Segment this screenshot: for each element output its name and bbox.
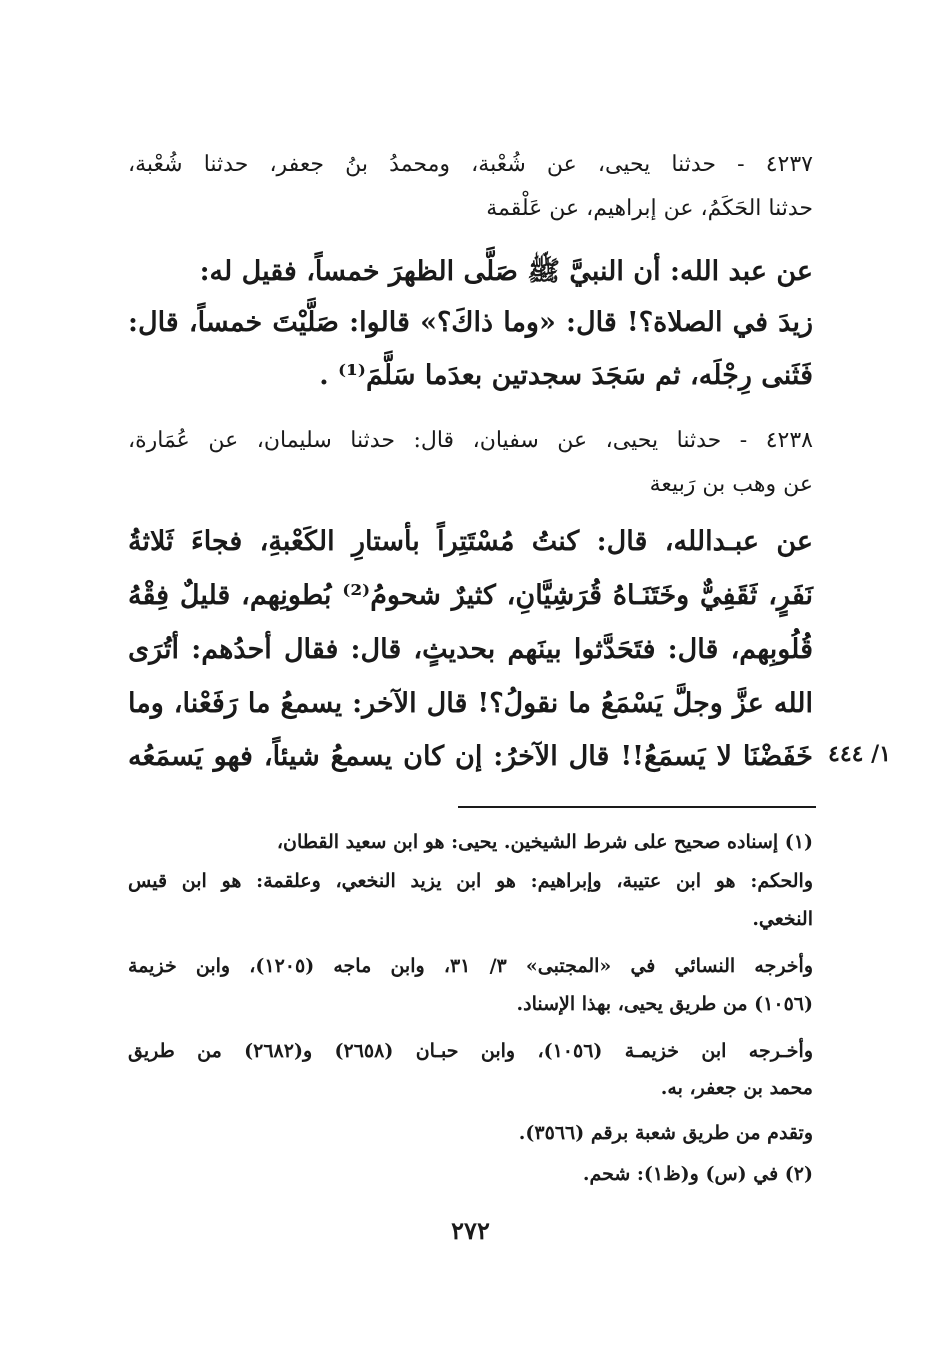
hadith-4237-isnad-line-1: ٤٢٣٧ - حدثنا يحيى، عن شُعْبة، ومحمدُ بنُ جعفر، حدثنا شُعْبة، — [128, 152, 813, 177]
margin-reference: ١/ ٤٤٤ — [828, 741, 891, 767]
footnote-separator — [458, 806, 816, 808]
footnote-line: (١) إسناده صحيح على شرط الشيخين. يحيى: هو ابن سعيد القطان، — [276, 831, 813, 853]
hadith-4237-matn-line-1: عن عبد الله: أن النبيَّ ﷺ صَلَّى الظهرَ خمساً، فقيل له: — [199, 256, 813, 287]
hadith-4238-isnad-line-1: ٤٢٣٨ - حدثنا يحيى، عن سفيان، قال: حدثنا سليمان، عن عُمَارة، — [128, 428, 813, 453]
hadith-4238-matn-line-3: قُلُوبِهم، قال: فتَحَدَّثوا بينَهم بحديثٍ، قال: فقال أحدُهم: أتُرَى — [128, 634, 813, 665]
hadith-4238-matn-line-4: الله عزَّ وجلَّ يَسْمَعُ ما نقولُ؟! قال الآخر: يسمعُ ما رَفَعْنا، وما — [128, 688, 813, 719]
footnote-line: (٢) في (س) و(ظ١): شحم. — [582, 1163, 813, 1185]
footnote-line: وتقدم من طريق شعبة برقم (٣٥٦٦). — [518, 1122, 813, 1144]
footnote-line: محمد بن جعفر، به. — [660, 1077, 813, 1099]
page-number: ٢٧٢ — [451, 1216, 490, 1245]
footnote-line: وأخـرجه ابن خزيمـة (١٠٥٦)، وابن حبـان (٢٦٥٨) و(٢٦٨٢) من طريق — [128, 1040, 813, 1062]
hadith-4237-matn-line-3: فَثَنى رِجْلَه، ثم سَجَدَ سجدتين بعدَما سَلَّمَ⁽¹⁾ . — [319, 360, 813, 391]
hadith-4238-matn-line-1: عن عبـدالله، قال: كنتُ مُسْتَتِراً بأستارِ الكَعْبةِ، فجاءَ ثَلاثةُ — [128, 526, 813, 557]
hadith-4238-matn-line-5: خَفَضْنَا لا يَسمَعُ!! قال الآخرُ: إن كان يسمعُ شيئاً، فهو يَسمَعُه — [128, 741, 813, 772]
footnote-line: (١٠٥٦) من طريق يحيى، بهذا الإسناد. — [516, 993, 813, 1015]
footnote-line: النخعي. — [752, 908, 813, 930]
hadith-4238-isnad-line-2: عن وهب بن رَبيعة — [649, 472, 813, 497]
hadith-4238-matn-line-2: نَفَرٍ، ثَقَفِيٌّ وخَتَنَـاهُ قُرَشِيَّانِ، كثيرٌ شحومُ⁽²⁾ بُطونِهم، قليلٌ فِقْهُ — [128, 580, 814, 611]
footnote-line: والحكم: هو ابن عتيبة، وإبراهيم: هو ابن يزيد النخعي، وعلقمة: هو ابن قيس — [128, 870, 813, 892]
footnote-line: وأخرجه النسائي في «المجتبى» ٣/ ٣١، وابن ماجه (١٢٠٥)، وابن خزيمة — [128, 955, 814, 977]
hadith-4237-isnad-line-2: حدثنا الحَكَمُ، عن إبراهيم، عن عَلْقمة — [486, 196, 813, 221]
hadith-4237-matn-line-2: زيدَ في الصلاة؟! قال: «وما ذاكَ؟» قالوا: صَلَّيْتَ خمساً، قال: — [128, 307, 813, 338]
